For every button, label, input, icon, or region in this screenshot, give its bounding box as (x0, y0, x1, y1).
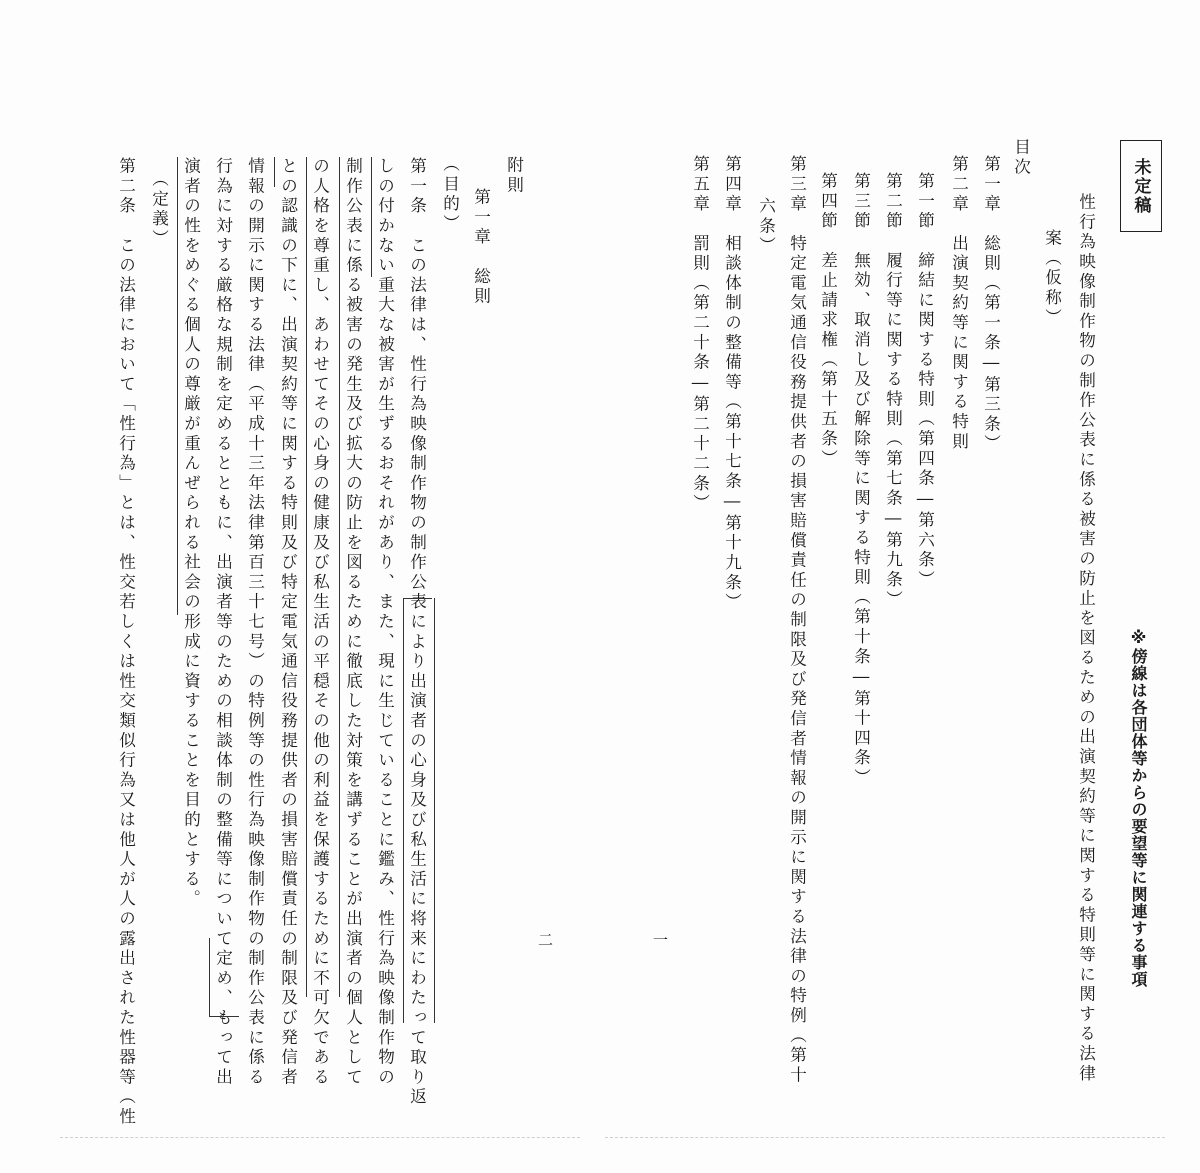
article1-line8: 演者の性をめぐる個人の尊厳が重んぜられる社会の形成に資することを目的とする。 (181, 157, 201, 910)
underline-mark (306, 157, 307, 997)
purpose-caption: （目的） (440, 155, 460, 235)
toc-heading: 目次 (1011, 138, 1031, 178)
toc-item-ch2: 第二章 出演契約等に関する特則 (949, 155, 969, 452)
law-title-line1: 性行為映像制作物の制作公表に係る被害の防止を図るための出演契約等に関する特則等に関する法律 (1076, 193, 1096, 1084)
underline-mark (434, 598, 435, 1023)
toc-item-sec3: 第三節 無効、取消し及び解除等に関する特則（第十条―第十四条） (851, 172, 871, 789)
underline-mark (371, 157, 372, 277)
definition-caption: （定義） (149, 170, 169, 250)
page-number-right: 一 (651, 932, 669, 947)
toc-item-ch3-cont: 六条） (756, 197, 776, 257)
page-number-left: 二 (536, 932, 554, 947)
law-title-line2: 案（仮称） (1042, 229, 1062, 328)
scan-edge (605, 1137, 1165, 1138)
underline-mark (209, 938, 210, 1016)
toc-item-sec1: 第一節 締結に関する特則（第四条―第六条） (915, 172, 935, 591)
underline-mark (403, 598, 404, 1023)
toc-item-ch5: 第五章 罰則（第二十条―第二十二条） (690, 155, 710, 514)
supplementary-provisions: 附則 (504, 156, 524, 196)
toc-item-sec4: 第四節 差止請求権（第十五条） (818, 172, 838, 469)
article1-line4: の人格を尊重し、あわせてその心身の健康及び私生活の平穏その他の利益を保護するために不可欠である (310, 157, 330, 1088)
toc-item-ch3: 第三章 特定電気通信役務提供者の損害賠償責任の制限及び発信者情報の開示に関する法律の特例（第十 (787, 155, 807, 1086)
toc-item-ch4: 第四章 相談体制の整備等（第十七条―第十九条） (722, 155, 742, 613)
article1-line7: 行為に対する厳格な規制を定めるとともに、出演者等のための相談体制の整備等について定め、もって出 (213, 157, 233, 1088)
underline-note: ※傍線は各団体等からの要望等に関連する事項 (1129, 628, 1148, 988)
article1-line3: 制作公表に係る被害の発生及び拡大の防止を図るために徹底した対策を講ずることが出演者の個人として (343, 157, 363, 1088)
underline-mark (177, 157, 178, 615)
underline-mark (339, 157, 340, 997)
article1-line6: 情報の開示に関する法律（平成十三年法律第百三十七号）の特例等の性行為映像制作物の制作公表に係る (245, 157, 265, 1088)
article1-line1: 第一条 この法律は、性行為映像制作物の制作公表により出演者の心身及び私生活に将来にわたって取り返 (407, 157, 427, 1108)
chapter1-heading: 第一章 総則 (471, 188, 491, 307)
article1-line5: との認識の下に、出演契約等に関する特則及び特定電気通信役務提供者の損害賠償責任の制限及び発信者 (278, 157, 298, 1088)
underline-mark (403, 598, 432, 599)
underline-mark (209, 1016, 239, 1017)
draft-stamp-text: 未定稿 (1130, 157, 1151, 215)
article2-line1: 第二条 この法律において「性行為」とは、性交若しくは性交類似行為又は他人が人の露出された性器等（性 (116, 157, 136, 1128)
draft-stamp (1120, 140, 1162, 232)
underline-mark (274, 157, 275, 187)
article1-line2: しの付かない重大な被害が生ずるおそれがあり、また、現に生じていることに鑑み、性行為映像制作物の (375, 157, 395, 1088)
toc-item-sec2: 第二節 履行等に関する特則（第七条―第九条） (883, 172, 903, 610)
toc-item-ch1: 第一章 総則（第一条―第三条） (981, 155, 1001, 455)
scan-edge (60, 1137, 580, 1138)
